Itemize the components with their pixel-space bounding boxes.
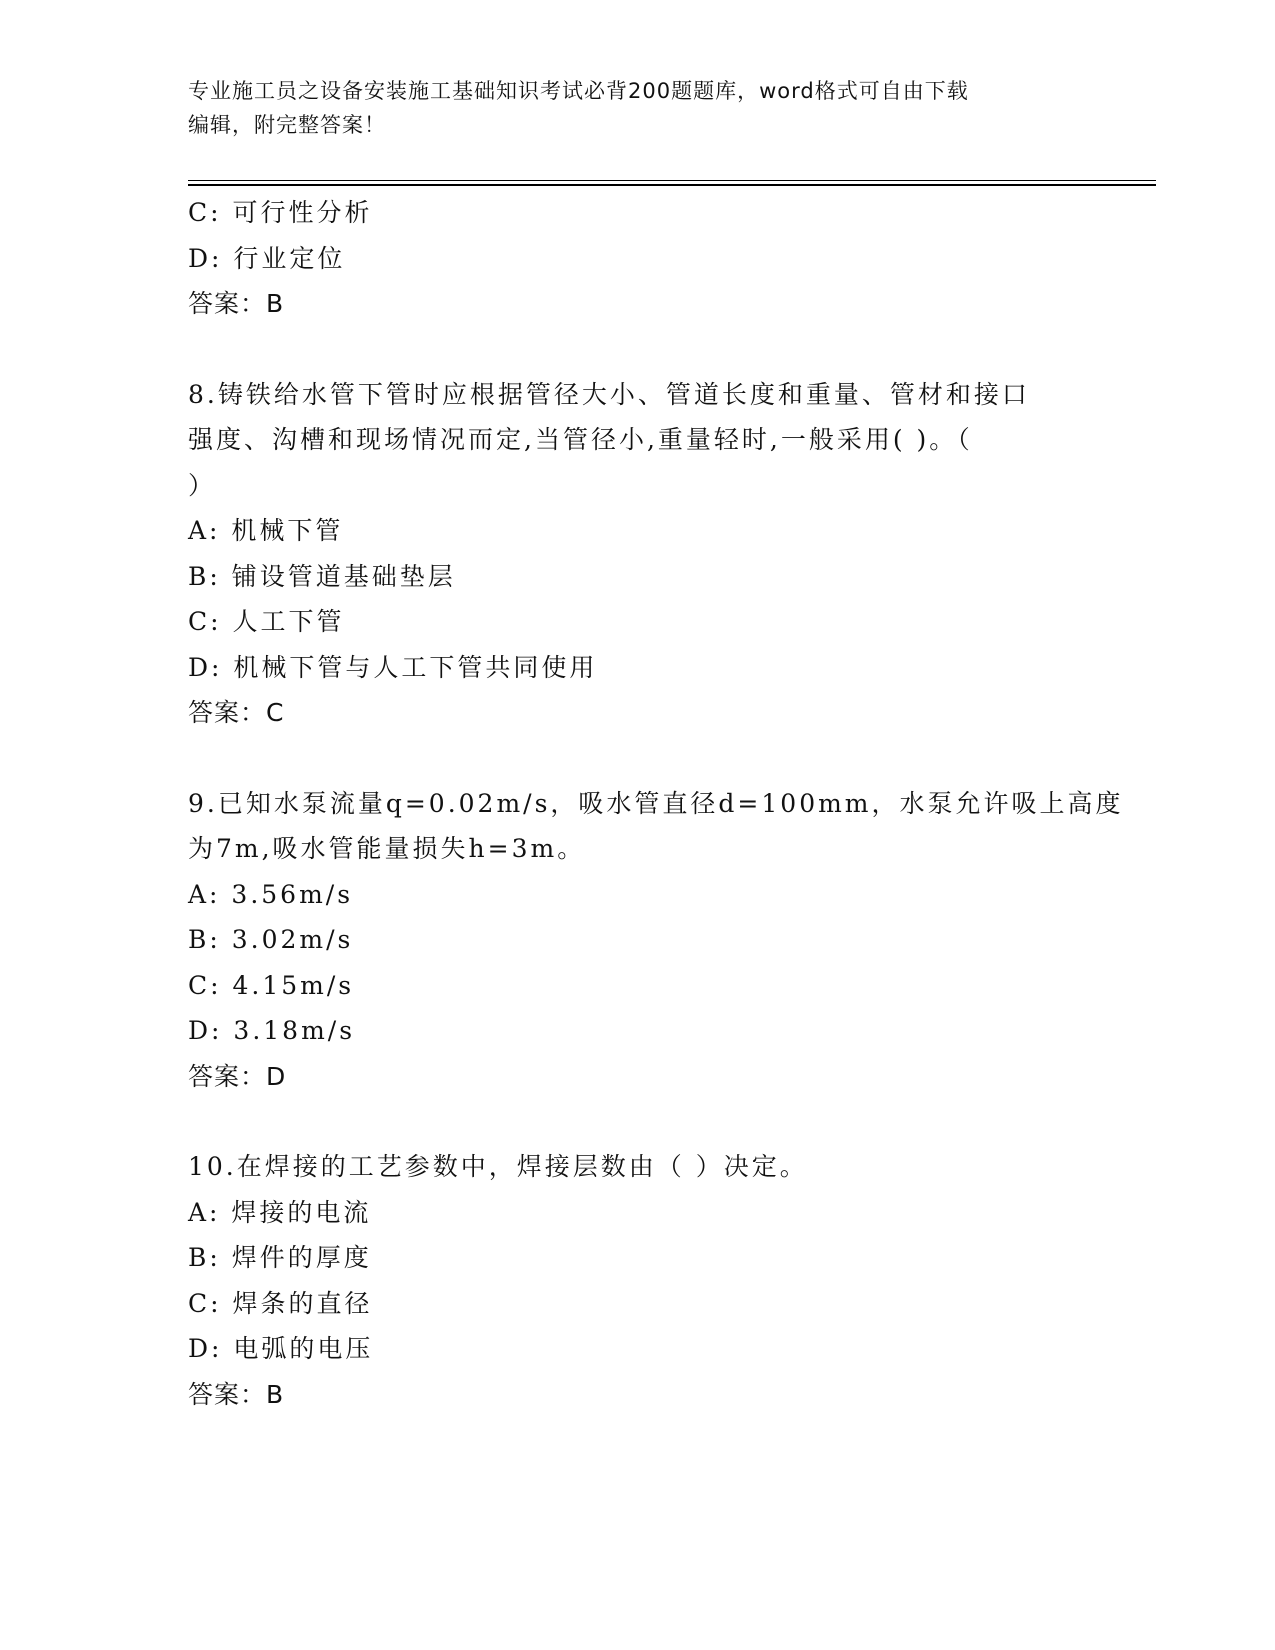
option-c: C: 人工下管 (188, 607, 345, 636)
answer-line: 答案：B (188, 1379, 285, 1409)
option-d: D: 3.18m/s (188, 1016, 356, 1045)
option-b: B: 铺设管道基础垫层 (188, 561, 456, 591)
header-divider-top (188, 180, 1156, 181)
option-a: A: 3.56m/s (188, 879, 354, 909)
option-c: C: 可行性分析 (188, 198, 373, 227)
document-header (188, 74, 1068, 142)
question-text-line: 9.已知水泵流量q=0.02m/s，吸水管直径d=100mm，水泵允许吸上高度 (188, 788, 1124, 818)
header-title-line-2: 编辑，附完整答案！ (188, 113, 386, 137)
header-divider-bottom (188, 184, 1156, 186)
previous-question-tail (188, 190, 1088, 327)
question-text-line: 8.铸铁给水管下管时应根据管径大小、管道长度和重量、管材和接口 (188, 379, 1030, 409)
question-text-line: 10.在焊接的工艺参数中，焊接层数由（ ）决定。 (188, 1152, 808, 1181)
option-d: D: 电弧的电压 (188, 1334, 374, 1363)
question-10 (188, 1144, 1088, 1417)
question-list (188, 190, 1124, 1417)
option-b: B: 3.02m/s (188, 925, 354, 954)
option-d: D: 行业定位 (188, 243, 346, 273)
answer-line: 答案：C (188, 698, 285, 727)
option-d: D: 机械下管与人工下管共同使用 (188, 652, 598, 682)
answer-line: 答案：D (188, 1061, 287, 1091)
question-text-line: 为7m,吸水管能量损失h=3m。 (188, 834, 586, 863)
question-8 (188, 372, 1088, 736)
option-b: B: 焊件的厚度 (188, 1243, 372, 1272)
question-9 (188, 781, 1124, 1100)
answer-line: 答案：B (188, 289, 285, 318)
question-text-line: ） (188, 470, 217, 500)
option-a: A: 焊接的电流 (188, 1197, 372, 1227)
option-a: A: 机械下管 (188, 516, 344, 545)
question-text-line: 强度、沟槽和现场情况而定,当管径小,重量轻时,一般采用( )。（ (188, 425, 973, 454)
header-title-line-1: 专业施工员之设备安装施工基础知识考试必背200题题库，word格式可自由下载 (188, 79, 969, 103)
option-c: C: 4.15m/s (188, 970, 355, 1000)
option-c: C: 焊条的直径 (188, 1288, 373, 1318)
